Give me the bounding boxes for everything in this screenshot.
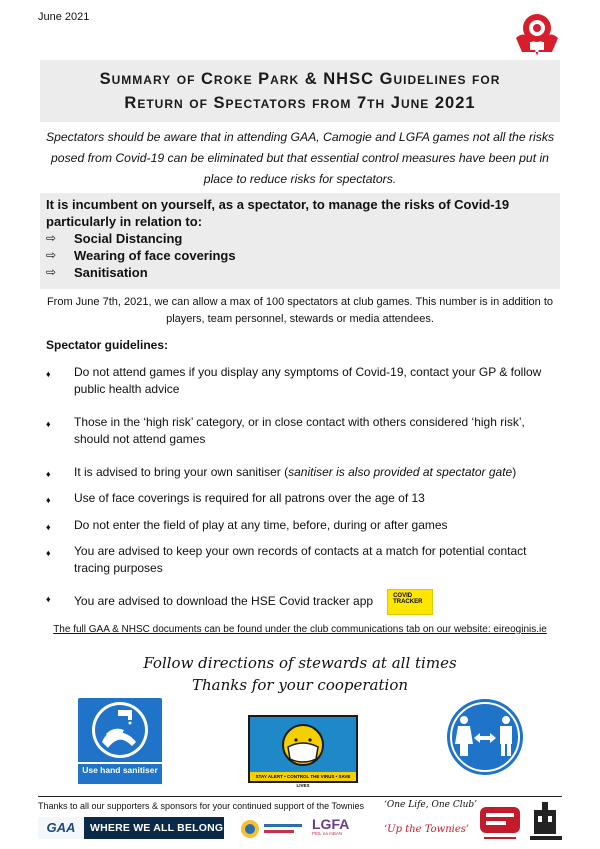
diamond-bullet-icon: ♦ bbox=[46, 469, 51, 479]
risk-item bbox=[46, 247, 554, 264]
list-item bbox=[46, 364, 546, 414]
document-date: June 2021 bbox=[38, 11, 90, 23]
guidelines-heading: Spectator guidelines: bbox=[46, 338, 169, 352]
closing-line-1: Follow directions of stewards at all times bbox=[143, 654, 457, 672]
spectator-limit-note: From June 7th, 2021, we can allow a max of 100 spectators at club games. This number is in addition to players, team personnel, stewards or media attendees. bbox=[46, 296, 554, 325]
gaa-slogan: WHERE WE ALL BELONG bbox=[90, 822, 224, 834]
hand-wash-icon bbox=[78, 698, 162, 762]
covid-tracker-label: COVID TRACKER bbox=[393, 593, 423, 605]
list-item bbox=[46, 464, 546, 490]
guideline-text bbox=[74, 464, 546, 490]
mask-sign-strip: STAY ALERT • CONTROL THE VIRUS • SAVE LIVES bbox=[250, 772, 356, 781]
guideline-text-after: ) bbox=[512, 465, 517, 479]
gaa-logo: GAA bbox=[38, 817, 84, 839]
club-motto: ‘One Life, One Club’ bbox=[384, 800, 478, 810]
list-item bbox=[46, 414, 546, 464]
risk-item bbox=[46, 264, 554, 281]
arrow-right-icon: ⇨ bbox=[46, 231, 57, 245]
guideline-text: Use of face coverings is required for all patrons over the age of 13 bbox=[74, 491, 425, 505]
list-item bbox=[46, 517, 546, 543]
cruises-logo bbox=[528, 800, 564, 846]
hand-sanitiser-sign bbox=[78, 698, 162, 786]
guideline-text-before: It is advised to bring your own sanitiser ( bbox=[74, 465, 289, 479]
risk-item-label: Social Distancing bbox=[74, 231, 183, 246]
guideline-text: Do not attend games if you display any symptoms of Covid-19, contact your GP & follow public health advice bbox=[74, 365, 542, 396]
list-item bbox=[46, 490, 546, 517]
intro-paragraph: Spectators should be aware that in attending GAA, Camogie and LGFA games not all the risks posed from Covid-19 can be eliminated but that essential control measures have been put in place to reduce risks for spectators. bbox=[45, 130, 555, 186]
camogie-association-logo bbox=[240, 818, 306, 840]
closing-message bbox=[40, 652, 560, 696]
guidelines-list bbox=[46, 364, 546, 619]
guideline-text: You are advised to keep your own records of contacts at a match for potential contact tracing purposes bbox=[74, 544, 527, 575]
guideline-app-text: You are advised to download the HSE Covid tracker app bbox=[74, 594, 374, 609]
club-crest-logo bbox=[512, 8, 562, 60]
covid-tracker-badge bbox=[387, 589, 433, 615]
footer-divider bbox=[38, 796, 562, 797]
diamond-bullet-icon: ♦ bbox=[46, 594, 51, 604]
arrow-right-icon: ⇨ bbox=[46, 248, 57, 262]
up-the-townies-slogan: ‘Up the Townies’ bbox=[384, 824, 470, 835]
risk-item-label: Wearing of face coverings bbox=[74, 248, 236, 263]
guideline-text: Those in the ‘high risk’ category, or in close contact with others considered ‘high risk’, should not attend games bbox=[74, 415, 525, 446]
closing-line-2: Thanks for your cooperation bbox=[191, 676, 409, 694]
diamond-bullet-icon: ♦ bbox=[46, 522, 51, 532]
sponsors-thanks: Thanks to all our supporters & sponsors for your continued support of the Townies bbox=[38, 801, 365, 811]
lgfa-logo bbox=[312, 817, 360, 841]
risk-item-label: Sanitisation bbox=[74, 265, 148, 280]
risk-lead-text: It is incumbent on yourself, as a spectator, to manage the risks of Covid-19 particularly in relation to: bbox=[46, 197, 510, 229]
visit-ennis-logo bbox=[478, 803, 522, 845]
diamond-bullet-icon: ♦ bbox=[46, 495, 51, 505]
risk-item bbox=[46, 230, 554, 247]
arrow-right-icon: ⇨ bbox=[46, 265, 57, 279]
risk-box bbox=[40, 193, 560, 289]
guideline-text bbox=[74, 589, 546, 619]
title-line-2: Return of Spectators from 7th June 2021 bbox=[124, 94, 476, 112]
hand-sign-label: Use hand sanitiser bbox=[78, 762, 162, 784]
social-distance-icon bbox=[446, 698, 524, 776]
documents-link-note[interactable]: The full GAA & NHSC documents can be found under the club communications tab on our website: eireoginis.ie bbox=[53, 624, 547, 635]
face-mask-icon bbox=[250, 717, 356, 772]
diamond-bullet-icon: ♦ bbox=[46, 369, 51, 379]
diamond-bullet-icon: ♦ bbox=[46, 548, 51, 558]
list-item bbox=[46, 543, 546, 589]
guideline-text: Do not enter the field of play at any time, before, during or after games bbox=[74, 518, 448, 532]
lgfa-logo-text: LGFA bbox=[312, 816, 350, 832]
face-mask-sign bbox=[248, 715, 358, 788]
gaa-banner-logo bbox=[38, 817, 224, 839]
guideline-italic-note: sanitiser is also provided at spectator gate bbox=[288, 465, 513, 479]
title-line-1: Summary of Croke Park & NHSC Guidelines for bbox=[99, 70, 501, 88]
lgfa-logo-subtext: PEIL na mBAN bbox=[312, 831, 343, 836]
list-item bbox=[46, 589, 546, 619]
title-banner bbox=[40, 60, 560, 122]
diamond-bullet-icon: ♦ bbox=[46, 419, 51, 429]
